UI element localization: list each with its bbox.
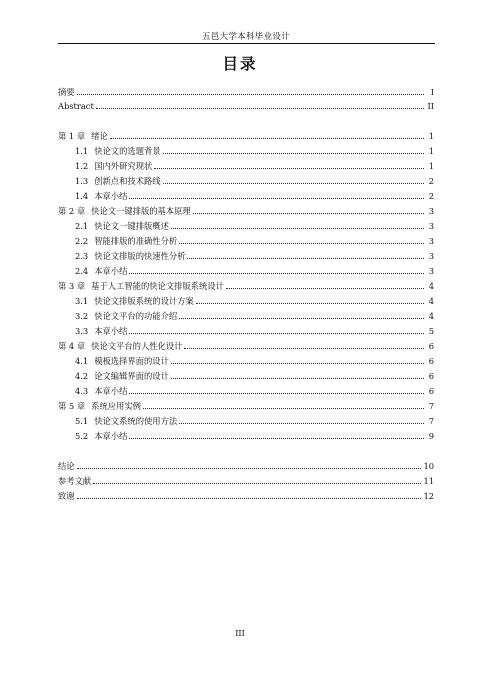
- toc-entry-abstract-en[interactable]: [0, 99, 480, 111]
- toc-leader: [163, 153, 424, 154]
- toc-entry-label: Abstract: [58, 101, 94, 111]
- toc-section-number: 4.1: [75, 356, 89, 366]
- toc-page-number: 2: [428, 191, 434, 201]
- toc-leader: [171, 228, 424, 229]
- toc-leader: [129, 198, 424, 199]
- toc-section-number: 3.2: [75, 311, 89, 321]
- toc-page-number: 6: [428, 356, 434, 366]
- toc-entry-label: 摘要: [58, 87, 75, 97]
- toc-page-number: 4: [428, 311, 434, 321]
- toc-section-3-1[interactable]: [0, 294, 480, 306]
- toc-page-number: 3: [428, 236, 434, 246]
- toc-section-title: 模板选择界面的设计: [94, 356, 169, 366]
- toc-section-title: 快论文排版的快速性分析: [94, 251, 186, 261]
- toc-page-number: 10: [423, 461, 434, 471]
- toc-section-1-2[interactable]: [0, 159, 480, 171]
- toc-leader: [179, 318, 424, 319]
- page-header: 五邑大学本科毕业设计: [201, 32, 290, 42]
- toc-section-number: 3.1: [75, 296, 89, 306]
- toc-page-number: 6: [428, 386, 434, 396]
- toc-leader: [171, 363, 424, 364]
- toc-page-number: 7: [428, 416, 434, 426]
- toc-chapter-1[interactable]: [0, 129, 480, 141]
- toc-section-title: 快论文一键排版概述: [94, 221, 169, 231]
- toc-page-number: 4: [428, 296, 434, 306]
- toc-section-4-3[interactable]: [0, 384, 480, 396]
- toc-entry-abstract-cn[interactable]: [0, 85, 480, 97]
- toc-section-1-4[interactable]: [0, 189, 480, 201]
- toc-section-title: 本章小结: [94, 191, 128, 201]
- toc-section-2-3[interactable]: [0, 249, 480, 261]
- toc-page-number: 1: [428, 131, 434, 141]
- toc-chapter-number: 第 5 章: [58, 401, 86, 411]
- toc-leader: [77, 498, 422, 499]
- toc-leader: [171, 378, 424, 379]
- toc-section-title: 国内外研究现状: [94, 161, 153, 171]
- toc-leader: [193, 213, 424, 214]
- toc-section-title: 本章小结: [94, 386, 128, 396]
- toc-section-number: 3.3: [75, 326, 89, 336]
- toc-page-number: 6: [428, 371, 434, 381]
- toc-section-title: 快论文排版系统的设计方案: [94, 296, 194, 306]
- toc-entry-acknowledgements[interactable]: [0, 489, 480, 501]
- toc-entry-references[interactable]: [0, 474, 480, 486]
- toc-entry-label: 结论: [58, 461, 75, 471]
- toc-leader: [77, 94, 424, 95]
- toc-leader: [196, 303, 424, 304]
- toc-section-number: 1.4: [75, 191, 89, 201]
- toc-chapter-number: 第 4 章: [58, 341, 86, 351]
- toc-page-number: 3: [428, 221, 434, 231]
- header-rule: [58, 43, 435, 44]
- toc-section-1-3[interactable]: [0, 174, 480, 186]
- page-title: 目录: [222, 55, 258, 73]
- toc-entry-conclusion[interactable]: [0, 459, 480, 471]
- toc-chapter-3[interactable]: [0, 279, 480, 291]
- toc-leader: [129, 438, 424, 439]
- toc-leader: [129, 333, 424, 334]
- toc-section-title: 快论文平台的功能介绍: [94, 311, 178, 321]
- toc-section-number: 2.1: [75, 221, 89, 231]
- toc-page-number: 4: [428, 281, 434, 291]
- toc-section-title: 快论文的选题背景: [94, 146, 161, 156]
- toc-chapter-title: 快论文平台的人性化设计: [91, 341, 183, 351]
- toc-entry-label: 参考文献: [58, 476, 92, 486]
- toc-leader: [143, 408, 424, 409]
- toc-section-number: 4.3: [75, 386, 89, 396]
- toc-leader: [154, 168, 424, 169]
- toc-section-number: 1.1: [75, 146, 89, 156]
- toc-section-3-3[interactable]: [0, 324, 480, 336]
- toc-section-4-1[interactable]: [0, 354, 480, 366]
- toc-page-number: 3: [428, 251, 434, 261]
- toc-section-title: 创新点和技术路线: [94, 176, 161, 186]
- toc-chapter-title: 绪论: [91, 131, 108, 141]
- toc-leader: [129, 273, 424, 274]
- toc-chapter-2[interactable]: [0, 204, 480, 216]
- toc-page-number: 7: [428, 401, 434, 411]
- toc-chapter-4[interactable]: [0, 339, 480, 351]
- toc-section-number: 5.2: [75, 431, 89, 441]
- toc-chapter-title: 系统应用实例: [91, 401, 141, 411]
- toc-chapter-5[interactable]: [0, 399, 480, 411]
- toc-page-number: 2: [428, 176, 434, 186]
- toc-section-number: 4.2: [75, 371, 89, 381]
- toc-leader: [179, 243, 424, 244]
- toc-leader: [96, 108, 424, 109]
- toc-section-1-1[interactable]: [0, 144, 480, 156]
- toc-leader: [110, 138, 424, 139]
- toc-chapter-title: 基于人工智能的快论文排版系统设计: [91, 281, 224, 291]
- toc-section-title: 本章小结: [94, 266, 128, 276]
- toc-leader: [77, 468, 422, 469]
- toc-section-5-2[interactable]: [0, 429, 480, 441]
- toc-section-number: 5.1: [75, 416, 89, 426]
- toc-leader: [226, 288, 424, 289]
- toc-page-number: 12: [423, 491, 434, 501]
- toc-section-2-1[interactable]: [0, 219, 480, 231]
- toc-page-number: I: [430, 87, 434, 97]
- toc-section-2-4[interactable]: [0, 264, 480, 276]
- toc-leader: [184, 348, 424, 349]
- toc-leader: [163, 183, 424, 184]
- page-footer-number: III: [235, 629, 245, 638]
- toc-leader: [93, 483, 421, 484]
- toc-page-number: II: [427, 101, 434, 111]
- toc-leader: [129, 393, 424, 394]
- toc-section-3-2[interactable]: [0, 309, 480, 321]
- toc-page-number: 3: [428, 266, 434, 276]
- toc-page-number: 5: [428, 326, 434, 336]
- toc-section-number: 2.4: [75, 266, 89, 276]
- toc-section-4-2[interactable]: [0, 369, 480, 381]
- toc-entry-label: 致谢: [58, 491, 75, 501]
- toc-page-number: 1: [428, 161, 434, 171]
- toc-page-number: 11: [423, 476, 434, 486]
- toc-leader: [179, 423, 424, 424]
- toc-page-number: 1: [428, 146, 434, 156]
- toc-section-number: 1.2: [75, 161, 89, 171]
- toc-chapter-number: 第 2 章: [58, 206, 86, 216]
- toc-leader: [187, 258, 424, 259]
- toc-section-title: 本章小结: [94, 326, 128, 336]
- toc-chapter-number: 第 1 章: [58, 131, 86, 141]
- toc-section-2-2[interactable]: [0, 234, 480, 246]
- toc-chapter-number: 第 3 章: [58, 281, 86, 291]
- toc-section-title: 智能排版的准确性分析: [94, 236, 178, 246]
- toc-page-number: 3: [428, 206, 434, 216]
- toc-section-title: 论文编辑界面的设计: [94, 371, 169, 381]
- toc-section-number: 2.2: [75, 236, 89, 246]
- toc-section-title: 快论文系统的使用方法: [94, 416, 178, 426]
- toc-section-number: 2.3: [75, 251, 89, 261]
- toc-section-title: 本章小结: [94, 431, 128, 441]
- toc-section-5-1[interactable]: [0, 414, 480, 426]
- toc-page-number: 9: [428, 431, 434, 441]
- toc-chapter-title: 快论文一键排版的基本原理: [91, 206, 191, 216]
- toc-section-number: 1.3: [75, 176, 89, 186]
- toc-page-number: 6: [428, 341, 434, 351]
